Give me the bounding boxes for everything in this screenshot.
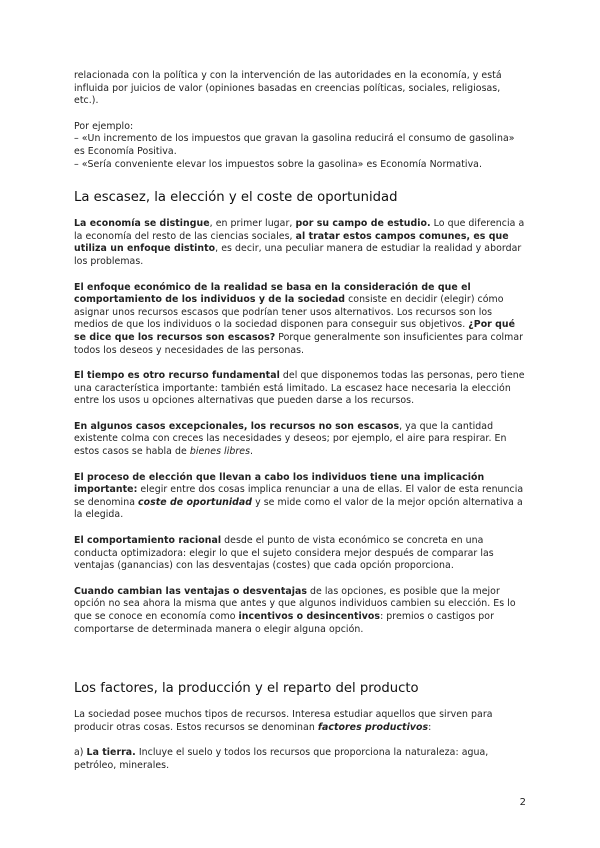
example-normative: – «Sería conveniente elevar los impuestos sobre la gasolina» es Economía Normativa.: [74, 158, 482, 170]
paragraph-economic-approach: El enfoque económico de la realidad se basa en la consideración de que el comportamiento de los individuos y de la sociedad consiste en decidir (elegir) cómo asignar unos recursos escasos que podrían tener usos alternativos. Los recursos son los medios de que los individuos o la sociedad disponen para conseguir sus objetivos. ¿Por qué se dice que los recursos son escasos? Porque generalmente son insuficientes para colmar todos los deseos y necesidades de las personas.: [74, 281, 524, 356]
paragraph-incentives: Cuando cambian las ventajas o desventajas de las opciones, es posible que la mejor opción no sea ahora la misma que antes y que algunos individuos cambien su elección. Es lo que se conoce en economía como incentivos o desincentivos: premios o castigos por comportarse de determinada manera o elegir alguna opción.: [74, 585, 516, 635]
paragraph-time-resource: El tiempo es otro recurso fundamental del que disponemos todas las personas, pero tiene una característica importante: también está limitado. La escasez hace necesaria la elección entre los usos u opciones alternativas que pueden darse a los recursos.: [74, 370, 525, 407]
example-label: Por ejemplo:: [74, 120, 134, 132]
paragraph-land-factor: a) La tierra. Incluye el suelo y todos los recursos que proporciona la naturaleza: agua, petróleo, minerales.: [74, 747, 489, 771]
paragraph-opportunity-cost: El proceso de elección que llevan a cabo los individuos tiene una implicación importante: elegir entre dos cosas implica renunciar a una de ellas. El valor de esta renuncia se denomina coste de oportunidad y se mide como el valor de la mejor opción alternativa a la elegida.: [74, 471, 524, 521]
section-heading-factors: Los factores, la producción y el reparto del producto: [74, 681, 419, 697]
paragraph-economy-distinguishes: La economía se distingue, en primer lugar, por su campo de estudio. Lo que diferencia a la economía del resto de las ciencias sociales, al tratar estos campos comunes, es que utiliza un enfoque distinto, es decir, una peculiar manera de estudiar la realidad y abordar los problemas.: [74, 218, 525, 267]
paragraph-free-goods: En algunos casos excepcionales, los recursos no son escasos, ya que la cantidad existente colma con creces las necesidades y deseos; por ejemplo, el aire para respirar. En estos casos se habla de bienes libres.: [74, 420, 507, 458]
section-heading-scarcity: La escasez, la elección y el coste de oportunidad: [74, 190, 398, 206]
intro-continuation: relacionada con la política y con la intervención de las autoridades en la economía, y está influida por juicios de valor (opiniones basadas en creencias políticas, sociales, religiosas, etc.).: [74, 70, 502, 107]
paragraph-productive-factors: La sociedad posee muchos tipos de recursos. Interesa estudiar aquellos que sirven para producir otras cosas. Estos recursos se denominan factores productivos:: [74, 709, 493, 733]
paragraph-rational-behavior: El comportamiento racional desde el punto de vista económico se concreta en una conducta optimizadora: elegir lo que el sujeto considera mejor después de comparar las ventajas (ganancias) con las desventajas (costes) que cada opción proporciona.: [74, 535, 494, 572]
example-positive: – «Un incremento de los impuestos que gravan la gasolina reducirá el consumo de gasolina» es Economía Positiva.: [74, 133, 515, 157]
page-number: 2: [519, 797, 526, 808]
examples-block: [74, 121, 526, 171]
